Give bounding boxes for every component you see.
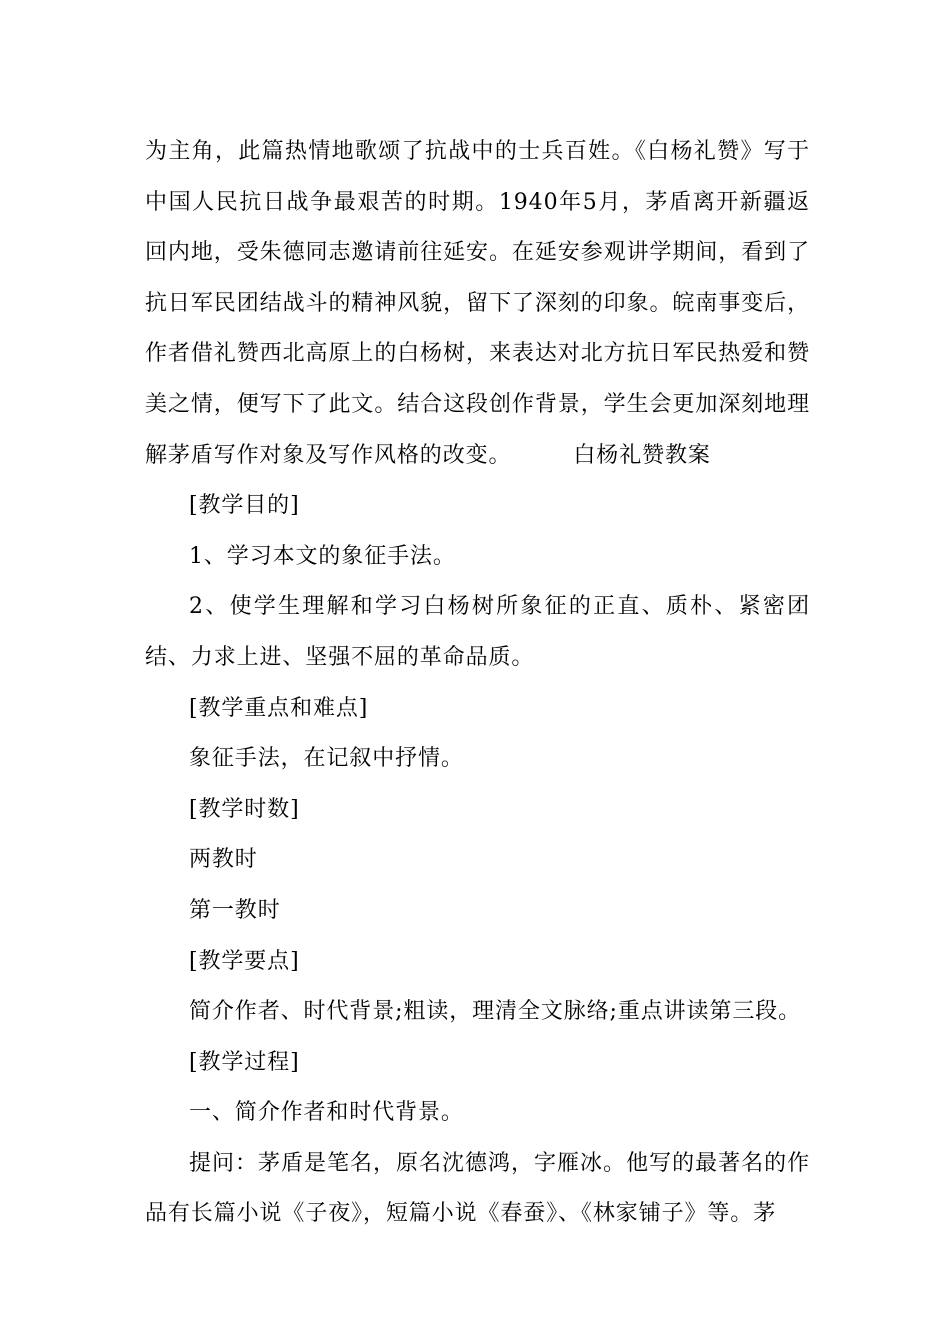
objective-item-2: 2、使学生理解和学习白杨树所象征的正直、质朴、紧密团结、力求上进、坚强不屈的革命品质。 bbox=[145, 594, 810, 670]
document-title: 白杨礼赞教案 bbox=[573, 442, 711, 468]
paragraph-background bbox=[145, 127, 810, 481]
section-heading-key-points: [教学重点和难点] bbox=[189, 695, 369, 721]
paragraph-text: 为主角，此篇热情地歌颂了抗战中的士兵百姓。《白杨礼赞》写于中国人民抗日战争最艰苦的时期。1940年5月，茅盾离开新疆返回内地，受朱德同志邀请前往延安。在延安参观讲学期间，看到了抗日军民团结战斗的精神风貌，留下了深刻的印象。皖南事变后，作者借礼赞西北高原上的白杨树，来表达对北方抗日军民热爱和赞美之情，便写下了此文。结合这段创作背景，学生会更加深刻地理解茅盾写作对象及写作风格的改变。 bbox=[145, 139, 810, 468]
section-heading-class-hours: [教学时数] bbox=[189, 796, 300, 822]
first-lesson-heading: 第一教时 bbox=[189, 897, 281, 923]
section-heading-objectives: [教学目的] bbox=[189, 493, 300, 519]
section-heading-process: [教学过程] bbox=[189, 1049, 300, 1075]
document-body bbox=[145, 127, 810, 1240]
process-step-1: 一、简介作者和时代背景。 bbox=[189, 1100, 464, 1126]
section-heading-teaching-points: [教学要点] bbox=[189, 948, 300, 974]
class-hours-text: 两教时 bbox=[189, 847, 258, 873]
question-paragraph: 提问：茅盾是笔名，原名沈德鸿，字雁冰。他写的最著名的作品有长篇小说《子夜》，短篇小说《春蚕》、《林家铺子》等。茅 bbox=[145, 1150, 810, 1227]
objective-item-1: 1、学习本文的象征手法。 bbox=[189, 543, 456, 569]
key-points-text: 象征手法，在记叙中抒情。 bbox=[189, 746, 464, 772]
teaching-points-text: 简介作者、时代背景;粗读，理清全文脉络;重点讲读第三段。 bbox=[189, 999, 802, 1025]
